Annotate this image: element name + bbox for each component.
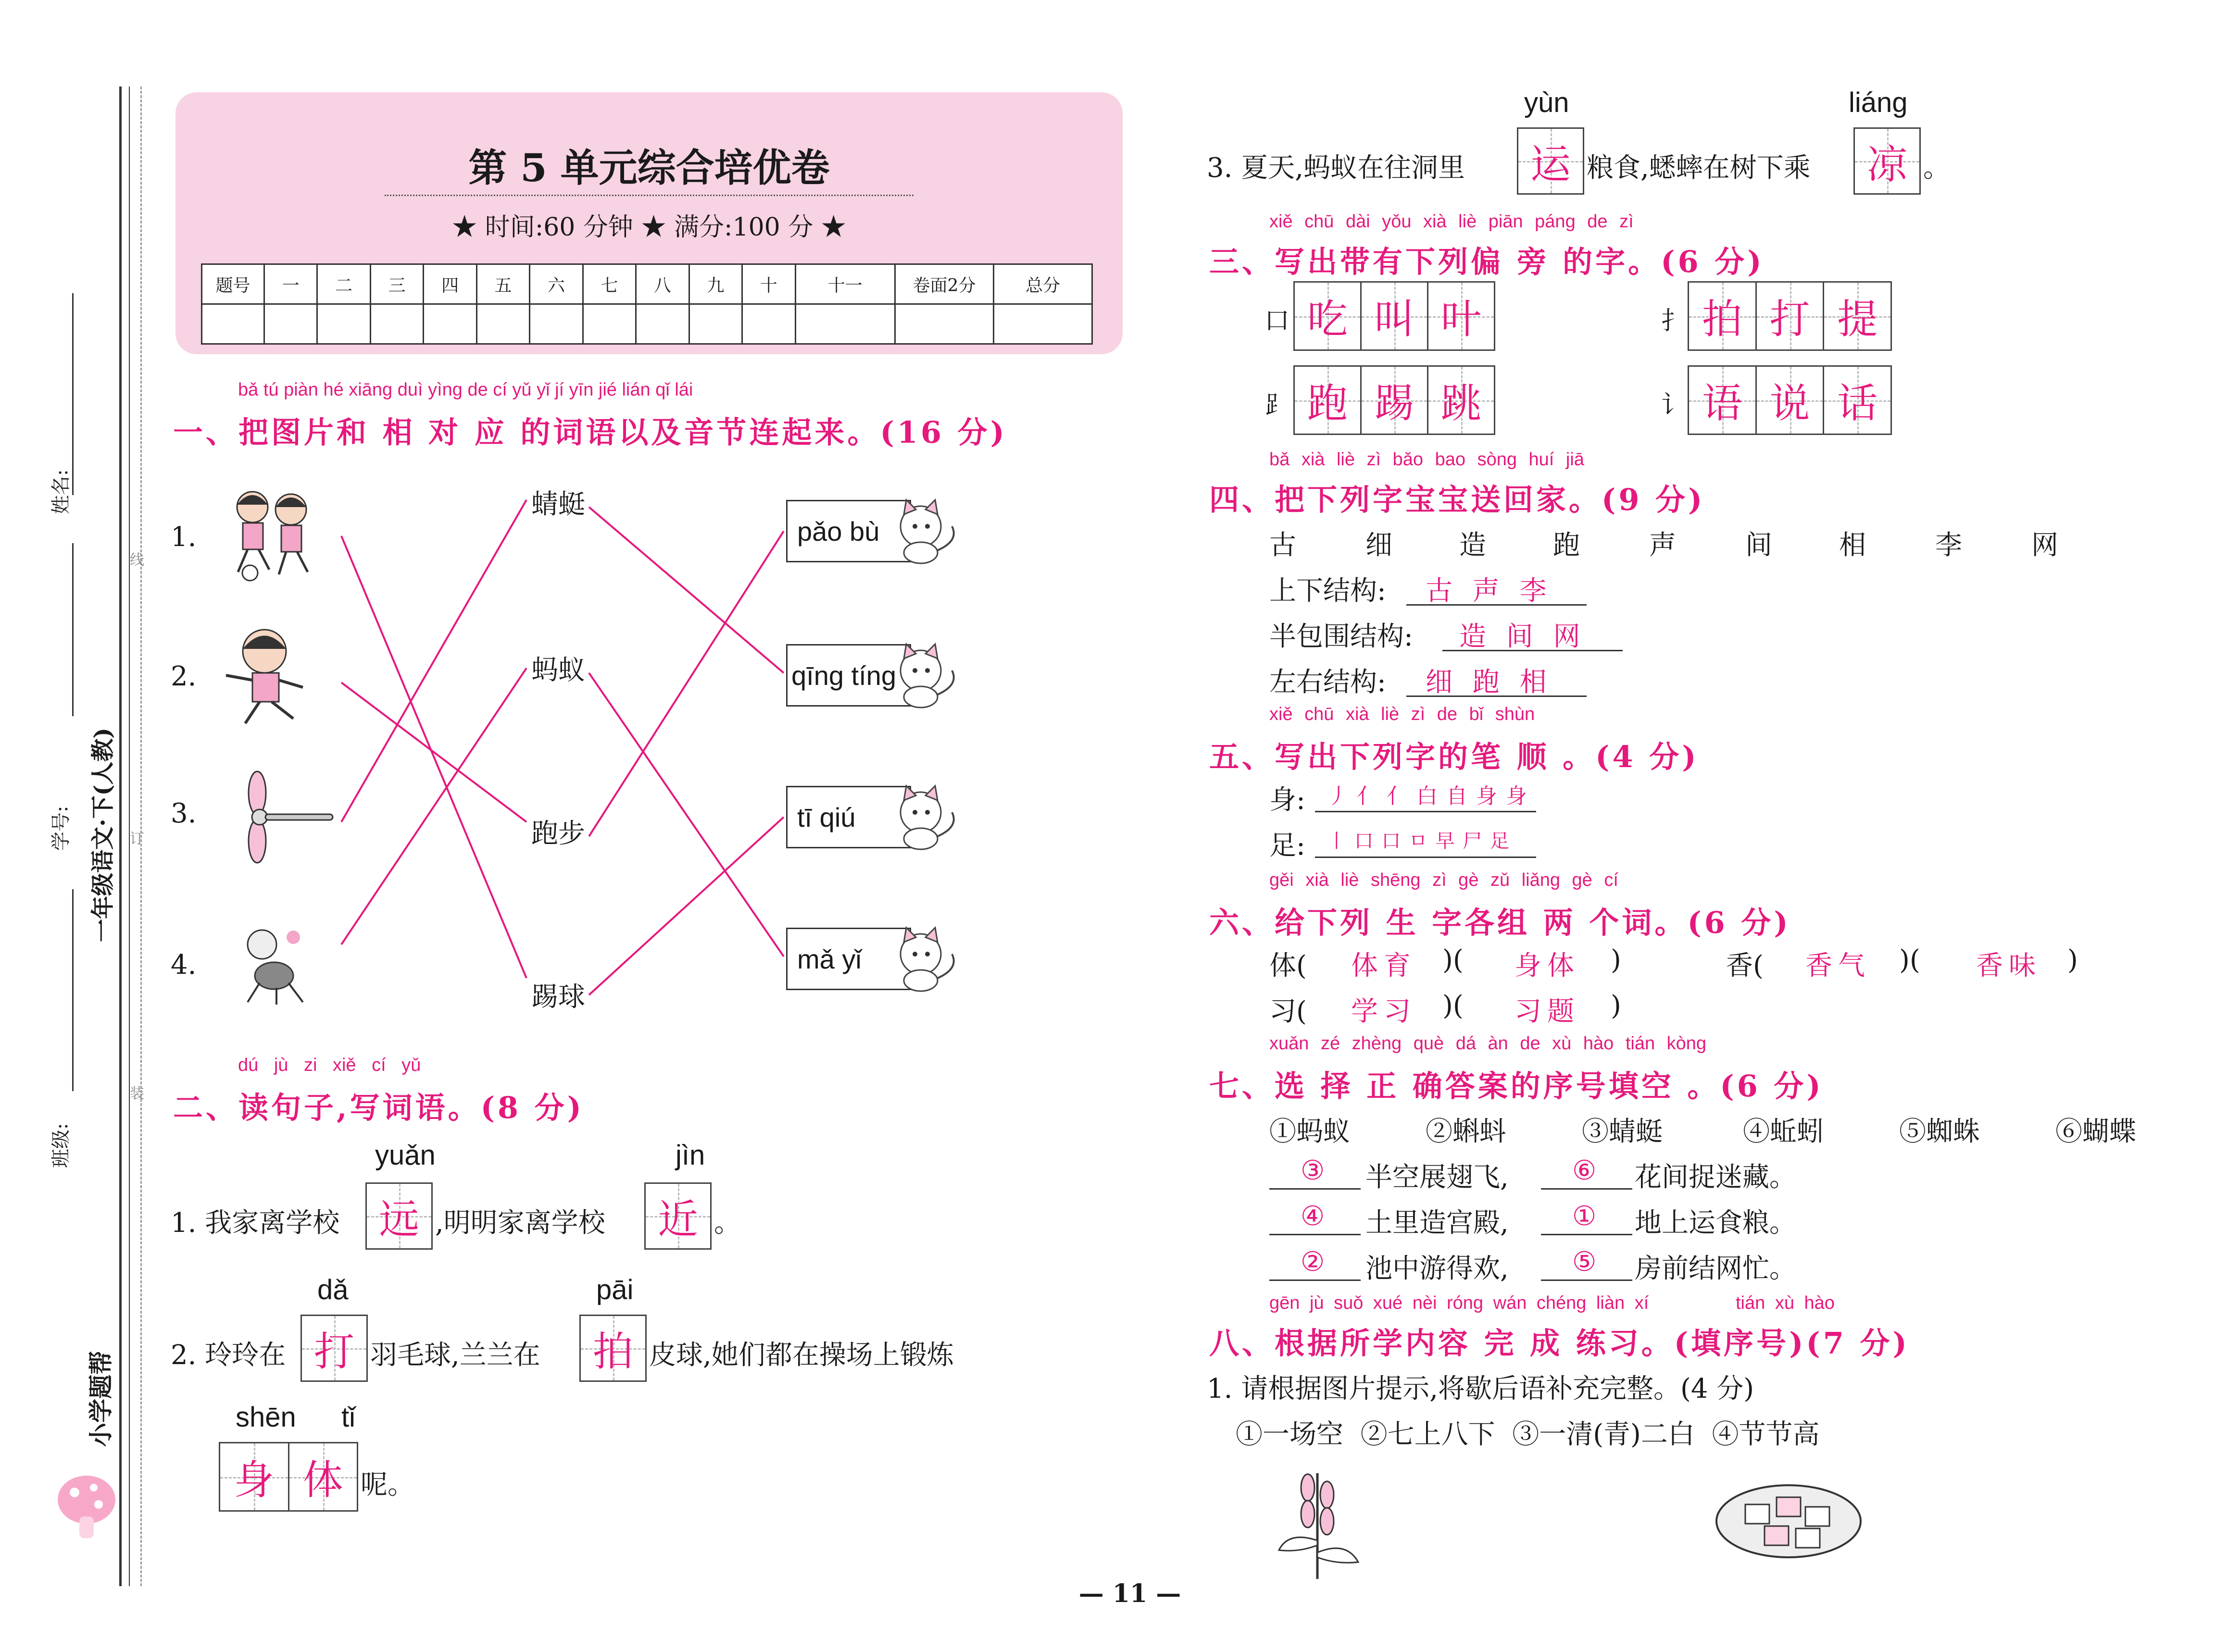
book-label: 一年级语文·下(人教)	[89, 727, 116, 942]
s3-char: 叶	[1440, 296, 1481, 343]
matching-lines	[0, 0, 1154, 1057]
s5-strokes-2: 丨 口 口 ㅁ 早 尸 足	[1327, 830, 1510, 852]
s4-char: 网	[2031, 530, 2058, 561]
s3-char: 拍	[1702, 296, 1742, 343]
s1-word-1[interactable]: 蜻蜓	[531, 489, 585, 520]
s6-item-3-a1[interactable]: 学习	[1351, 996, 1416, 1027]
s6-item-1-a1[interactable]: 体育	[1351, 950, 1416, 981]
score-header-cell: 卷面2分	[895, 264, 994, 304]
s7-pinyin: xuǎn zé zhèng què dá àn de xù hào tián kòng	[1269, 1033, 1707, 1054]
q2-text-c: 皮球,她们都在操场上锻炼	[649, 1340, 954, 1371]
s6-item-1-a2[interactable]: 身体	[1515, 950, 1580, 981]
s3-heading: 三、写出带有下列偏 旁 的字。(6 分)	[1209, 244, 1765, 279]
s1-pinyin: bǎ tú piàn hé xiāng duì yìng de cí yǔ yǐ jí yīn jié lián qǐ lái	[238, 380, 693, 400]
score-header-cell: 题号	[202, 264, 264, 304]
s4-pinyin: bǎ xià liè zì bǎo bao sòng huí jiā	[1269, 449, 1584, 470]
s5-strokes-1: 丿 亻 亻 白 自 身 身	[1327, 784, 1528, 808]
score-header-cell: 一	[264, 264, 317, 304]
q2-text-b: 羽毛球,兰兰在	[370, 1340, 540, 1371]
s3-char: 跳	[1440, 380, 1481, 427]
s6-item-1-char: 体(	[1269, 950, 1307, 981]
s8-options: ①一场空 ②七上八下 ③一清(青)二白 ④节节高	[1236, 1419, 1820, 1450]
s6-pinyin: gěi xià liè shēng zì gè zǔ liǎng gè cí	[1269, 870, 1618, 890]
q1-text-a: 1. 我家离学校	[171, 1207, 340, 1239]
s7-option: ④蚯蚓	[1743, 1116, 1824, 1147]
s7-option: ①蚂蚁	[1269, 1116, 1350, 1147]
q1-answer-1: 远	[378, 1195, 419, 1243]
s7-option: ②蝌蚪	[1426, 1116, 1506, 1147]
s1-pinyin-box-1[interactable]: pǎo bù	[786, 500, 911, 562]
s6-heading: 六、给下列 生 字各组 两 个词。(6 分)	[1209, 905, 1791, 940]
mushroom-logo-icon	[53, 1471, 120, 1543]
s6-item-3-char: 习(	[1269, 996, 1307, 1027]
s4-char: 古	[1269, 530, 1296, 561]
s4-heading: 四、把下列字宝宝送回家。(9 分)	[1209, 482, 1705, 517]
s7-option: ③蜻蜓	[1582, 1116, 1663, 1147]
s1-word-2[interactable]: 蚂蚁	[531, 655, 585, 686]
sesame-plant-icon	[1269, 1468, 1365, 1584]
q2-text-a: 2. 玲玲在	[171, 1340, 286, 1371]
s3-pinyin: xiě chū dài yǒu xià liè piān páng de zì	[1269, 211, 1634, 232]
exam-info: ★ 时间:60 分钟 ★ 满分:100 分 ★	[452, 213, 846, 242]
s7-text: 花间捉迷藏。	[1635, 1162, 1796, 1193]
s3-radical-3: ⻊	[1264, 391, 1290, 420]
s5-label-2: 足:	[1269, 830, 1305, 861]
q3-pinyin-yun: yùn	[1524, 87, 1569, 118]
s6-item-1-mid: )(	[1442, 944, 1464, 976]
s1-word-4[interactable]: 踢球	[531, 981, 585, 1013]
q1-answer-box-1[interactable]	[365, 1182, 433, 1250]
q1-text-b: ,明明家离学校	[435, 1207, 605, 1239]
q3-answer-1: 运	[1530, 140, 1571, 188]
score-header-cell: 五	[476, 264, 529, 304]
s8-question-1: 1. 请根据图片提示,将歇后语补充完整。(4 分)	[1207, 1373, 1754, 1404]
q2-pinyin-pai: pāi	[596, 1274, 634, 1305]
s7-text: 半空展翅飞,	[1365, 1162, 1509, 1193]
q2-answer-box-1[interactable]	[300, 1315, 368, 1382]
s3-char: 话	[1837, 380, 1878, 427]
s3-char: 叫	[1374, 296, 1414, 343]
q2-answer-2: 拍	[592, 1328, 633, 1375]
q2-answer-box-2[interactable]	[579, 1315, 647, 1382]
s3-radical-1: 口	[1264, 307, 1290, 335]
s1-word-3[interactable]: 跑步	[531, 818, 585, 849]
s3-char: 踢	[1374, 380, 1414, 427]
s7-text: 池中游得欢,	[1365, 1253, 1509, 1284]
s1-number-2: 2.	[171, 661, 197, 692]
score-header-cell: 二	[317, 264, 370, 304]
score-header-cell: 三	[370, 264, 423, 304]
score-header-cell: 总分	[994, 264, 1092, 304]
s5-pinyin: xiě chū xià liè zì de bǐ shùn	[1269, 704, 1535, 724]
q2-pinyin-shen: shēn	[236, 1402, 296, 1433]
s3-radical-4: 讠	[1661, 391, 1687, 420]
s8-pinyin-b: tián xù hào	[1736, 1293, 1835, 1313]
s1-heading: 一、把图片和 相 对 应 的词语以及音节连起来。(16 分)	[173, 415, 1007, 450]
tofu-bowl-icon	[1712, 1476, 1865, 1577]
q2-answer-3b: 体	[302, 1456, 343, 1503]
q2-answer-1: 打	[313, 1328, 354, 1375]
q2-pinyin-da: dǎ	[317, 1274, 349, 1305]
s3-grid-2[interactable]	[1688, 281, 1892, 351]
score-header-cell: 四	[424, 264, 476, 304]
s5-heading: 五、写出下列字的笔 顺 。(4 分)	[1209, 739, 1699, 774]
page-title: 第 5 单元综合培优卷	[468, 145, 830, 190]
q2-answer-3a: 身	[234, 1456, 275, 1503]
s7-answer: ④	[1301, 1201, 1331, 1232]
s7-text: 房前结网忙。	[1635, 1253, 1796, 1284]
s1-pinyin-box-2[interactable]: qīng tíng	[786, 644, 911, 707]
s3-grid-1[interactable]	[1293, 281, 1495, 351]
q2-answer-box-3[interactable]	[219, 1442, 358, 1512]
s7-option: ⑥蝴蝶	[2055, 1116, 2136, 1147]
q1-text-c: 。	[714, 1207, 741, 1239]
s1-number-3: 3.	[171, 798, 197, 829]
s6-item-3-a2[interactable]: 习题	[1515, 996, 1580, 1027]
s2-pinyin: dú jù zi xiě cí yǔ	[238, 1055, 421, 1075]
cut-mark-1: 线	[130, 552, 144, 569]
score-header-cell: 六	[530, 264, 583, 304]
s4-answer-1: 古 声 李	[1426, 575, 1552, 607]
s6-item-3-end: )	[1611, 990, 1621, 1021]
q2-text-d: 呢。	[361, 1469, 414, 1501]
s5-label-1: 身:	[1269, 784, 1305, 816]
page-number: — 11 —	[1078, 1579, 1181, 1608]
name-label: 姓名:	[50, 469, 72, 514]
q3-answer-box-1[interactable]	[1517, 127, 1584, 195]
s4-char: 相	[1839, 530, 1866, 561]
q3-text-c: 。	[1923, 152, 1950, 184]
s3-char: 提	[1837, 296, 1878, 343]
q3-text-a: 3. 夏天,蚂蚁在往洞里	[1207, 152, 1465, 184]
s4-char: 造	[1459, 530, 1486, 561]
s6-item-2-char: 香(	[1726, 950, 1764, 981]
s6-item-2-mid: )(	[1899, 944, 1920, 976]
s7-answer: ②	[1301, 1246, 1331, 1278]
s4-answer-3: 细 跑 相	[1426, 667, 1552, 698]
s6-item-2-end: )	[2067, 944, 2078, 976]
s7-text: 地上运食粮。	[1635, 1207, 1796, 1239]
score-header-cell: 十一	[795, 264, 895, 304]
s1-number-4: 4.	[171, 949, 197, 981]
s3-grid-4[interactable]	[1688, 365, 1892, 435]
s3-char: 语	[1702, 380, 1742, 427]
s7-answer: ③	[1301, 1155, 1331, 1186]
s3-char: 打	[1769, 296, 1810, 343]
score-header-cell: 八	[636, 264, 689, 304]
s8-pinyin-a: gēn jù suǒ xué nèi róng wán chéng liàn xí	[1269, 1293, 1649, 1313]
s1-pinyin-box-4[interactable]: mǎ yǐ	[786, 928, 911, 990]
s4-label-2: 半包围结构:	[1269, 621, 1413, 652]
s4-answer-2: 造 间 网	[1459, 621, 1586, 652]
id-label: 学号:	[50, 806, 72, 851]
score-header-cell: 十	[742, 264, 795, 304]
s7-answer: ⑥	[1572, 1155, 1602, 1186]
q1-pinyin-jin: jìn	[676, 1140, 705, 1171]
s3-char: 说	[1769, 380, 1810, 427]
q3-pinyin-liang: liáng	[1849, 87, 1908, 118]
s7-answer: ①	[1572, 1201, 1602, 1232]
score-header-cell: 九	[689, 264, 742, 304]
s7-text: 土里造宫殿,	[1365, 1207, 1509, 1239]
s3-char: 吃	[1307, 296, 1348, 343]
q1-pinyin-yuan: yuǎn	[375, 1140, 436, 1171]
q1-answer-2: 近	[657, 1195, 698, 1243]
s4-char: 李	[1935, 530, 1962, 561]
s6-item-2-a1[interactable]: 香气	[1805, 950, 1871, 981]
q2-pinyin-ti: tǐ	[341, 1402, 355, 1433]
q1-answer-box-2[interactable]	[644, 1182, 712, 1250]
cut-mark-3: 装	[130, 1085, 144, 1102]
s7-option: ⑤蜘蛛	[1899, 1116, 1980, 1147]
s4-char: 声	[1649, 530, 1676, 561]
q3-answer-2: 凉	[1866, 140, 1907, 188]
s3-grid-3[interactable]	[1293, 365, 1495, 435]
s1-pinyin-box-3[interactable]: tī qiú	[786, 786, 911, 848]
s4-label-1: 上下结构:	[1269, 575, 1386, 607]
s6-item-3-mid: )(	[1442, 990, 1464, 1021]
s2-heading: 二、读句子,写词语。(8 分)	[173, 1090, 584, 1125]
s4-char: 跑	[1553, 530, 1580, 561]
s6-item-1-end: )	[1611, 944, 1621, 976]
score-header-cell: 七	[583, 264, 636, 304]
q3-answer-box-2[interactable]	[1853, 127, 1921, 195]
brand-label: 小学题帮	[87, 1351, 115, 1447]
cut-mark-2: 订	[130, 831, 144, 847]
s4-label-3: 左右结构:	[1269, 667, 1386, 698]
s7-heading: 七、选 择 正 确答案的序号填空 。(6 分)	[1209, 1068, 1824, 1104]
q3-text-b: 粮食,蟋蟀在树下乘	[1587, 152, 1811, 184]
s8-heading: 八、根据所学内容 完 成 练习。(填序号)(7 分)	[1209, 1326, 1910, 1361]
s4-char: 间	[1745, 530, 1772, 561]
s4-char: 细	[1365, 530, 1392, 561]
s3-char: 跑	[1307, 380, 1348, 427]
s7-answer: ⑤	[1572, 1246, 1602, 1278]
class-label: 班级:	[50, 1123, 72, 1168]
s1-number-1: 1.	[171, 522, 197, 553]
s3-radical-2: 扌	[1661, 307, 1687, 335]
s6-item-2-a2[interactable]: 香味	[1976, 950, 2041, 981]
